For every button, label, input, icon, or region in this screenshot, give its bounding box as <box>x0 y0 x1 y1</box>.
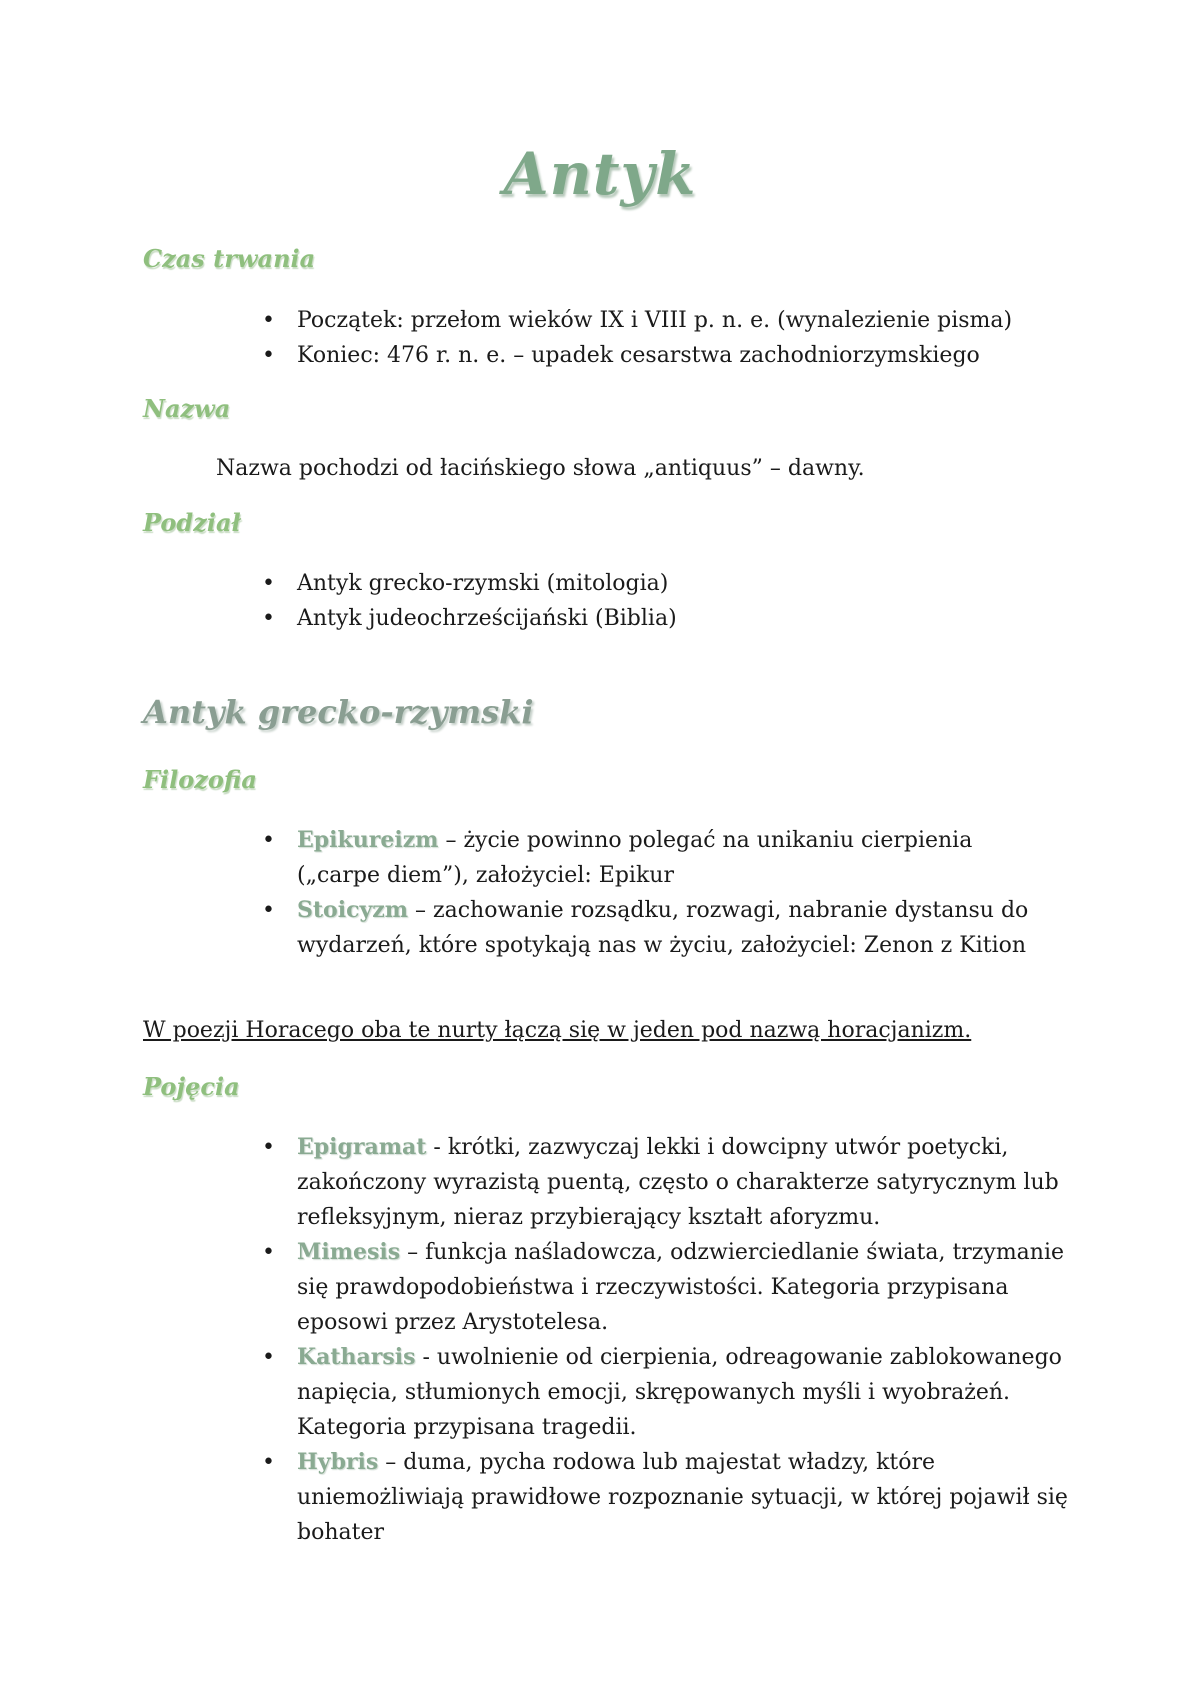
bullet-icon: • <box>262 606 275 631</box>
bullet-icon: • <box>262 1450 275 1475</box>
list-item: • Epigramat - krótki, zazwyczaj lekki i dowcipny utwór poetycki, zakończony wyrazistą puentą, często o charakterze satyrycznym lub refleksyjnym, nieraz przybierający kształt aforyzmu. <box>262 1130 1072 1235</box>
bullet-icon: • <box>262 308 275 333</box>
heading-podzial: Podział <box>143 508 241 537</box>
bullet-icon: • <box>262 1135 275 1160</box>
list-item: • Koniec: 476 r. n. e. – upadek cesarstwa zachodniorzymskiego <box>262 338 1082 373</box>
nazwa-paragraph: Nazwa pochodzi od łacińskiego słowa „antiquus” – dawny. <box>216 456 865 481</box>
heading-filozofia: Filozofia <box>143 765 257 794</box>
list-item: • Stoicyzm – zachowanie rozsądku, rozwagi, nabranie dystansu do wydarzeń, które spotykają nas w życiu, założyciel: Zenon z Kition <box>262 893 1062 963</box>
term-stoicyzm: Stoicyzm <box>297 897 409 923</box>
heading-czas-trwania: Czas trwania <box>143 244 316 273</box>
term-epigramat: Epigramat <box>297 1134 427 1160</box>
term-mimesis: Mimesis <box>297 1239 401 1265</box>
list-item: • Mimesis – funkcja naśladowcza, odzwierciedlanie świata, trzymanie się prawdopodobieństwa i rzeczywistości. Kategoria przypisana eposowi przez Arystotelesa. <box>262 1235 1072 1340</box>
bullet-icon: • <box>262 1240 275 1265</box>
term-hybris: Hybris <box>297 1449 379 1475</box>
podzial-list <box>262 566 1082 636</box>
list-item: • Antyk grecko-rzymski (mitologia) <box>262 566 1082 601</box>
list-item: • Epikureizm – życie powinno polegać na unikaniu cierpienia („carpe diem”), założyciel: Epikur <box>262 823 1062 893</box>
list-item: • Hybris – duma, pycha rodowa lub majestat władzy, które uniemożliwiają prawidłowe rozpoznanie sytuacji, w której pojawił się bohater <box>262 1445 1072 1550</box>
term-epikureizm: Epikureizm <box>297 827 439 853</box>
bullet-icon: • <box>262 1345 275 1370</box>
heading-antyk-grecko-rzymski: Antyk grecko-rzymski <box>143 693 534 731</box>
list-item: • Antyk judeochrześcijański (Biblia) <box>262 601 1082 636</box>
bullet-icon: • <box>262 571 275 596</box>
list-item: • Początek: przełom wieków IX i VIII p. n. e. (wynalezienie pisma) <box>262 303 1082 338</box>
term-katharsis: Katharsis <box>297 1344 416 1370</box>
heading-nazwa: Nazwa <box>143 394 231 423</box>
bullet-icon: • <box>262 898 275 923</box>
page-title: Antyk <box>503 140 697 208</box>
heading-pojecia: Pojęcia <box>143 1072 240 1101</box>
list-item: • Katharsis - uwolnienie od cierpienia, odreagowanie zablokowanego napięcia, stłumionych emocji, skrępowanych myśli i wyobrażeń. Kategoria przypisana tragedii. <box>262 1340 1072 1445</box>
pojecia-list <box>262 1130 1072 1550</box>
filozofia-list <box>262 823 1062 963</box>
horacjanizm-note: W poezji Horacego oba te nurty łączą się w jeden pod nazwą horacjanizm. <box>143 1018 972 1043</box>
bullet-icon: • <box>262 343 275 368</box>
bullet-icon: • <box>262 828 275 853</box>
czas-trwania-list <box>262 303 1082 373</box>
